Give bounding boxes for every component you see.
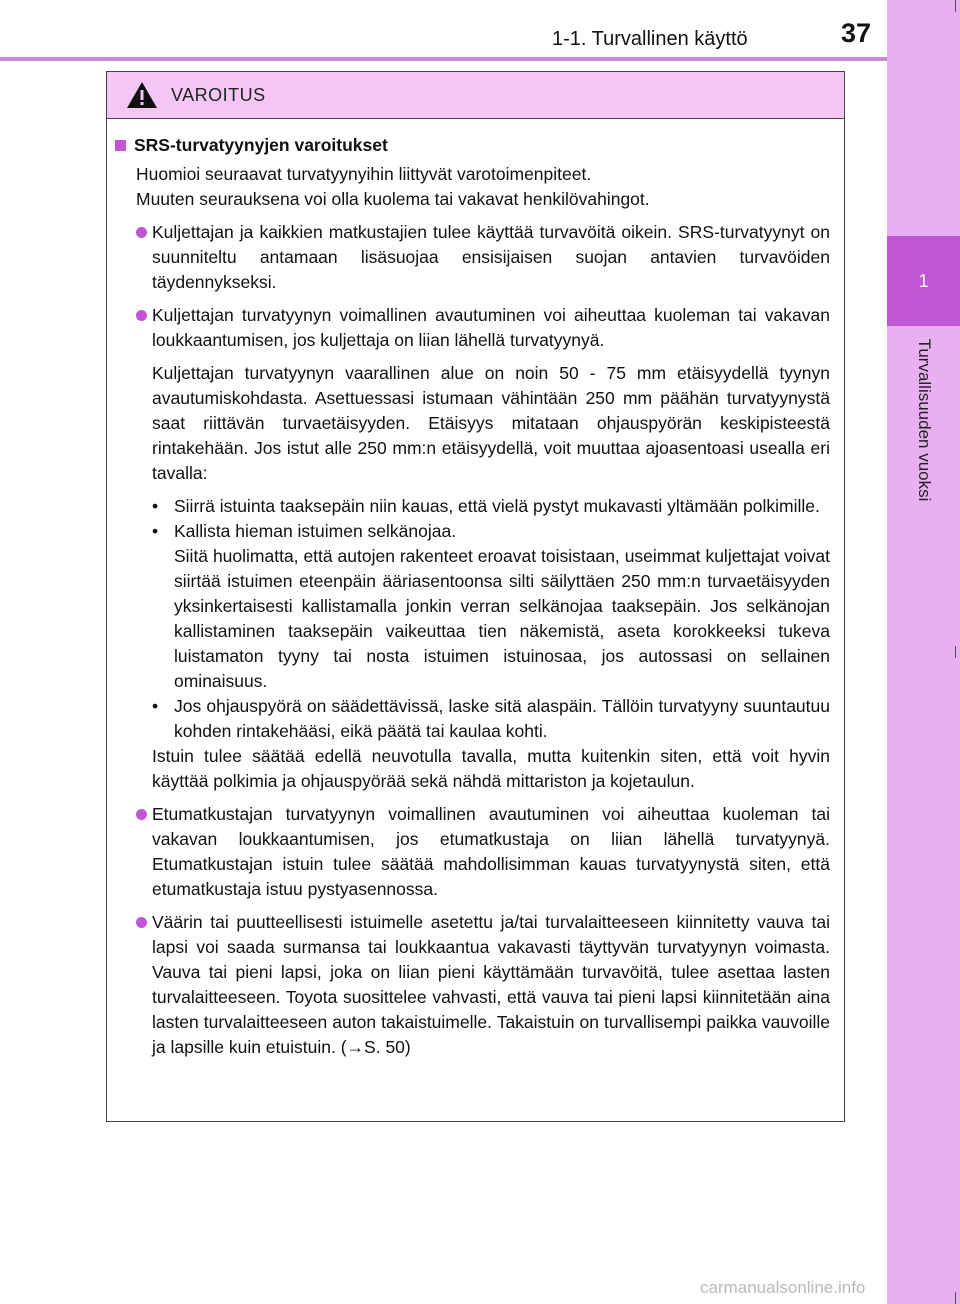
- circle-bullet-icon: [136, 227, 147, 238]
- warning-box: [106, 71, 845, 1122]
- circle-bullet-icon: [136, 310, 147, 321]
- bullet-item: • Kallista hieman istuimen selkänojaa. Siitä huolimatta, että autojen rakenteet eroavat toisistaan, useimmat kuljettajat voivat siirtää istuimen eteenpäin ääriasentoonsa silti säilyttäen 250 mm:n turvaetäisyyden yksinkertaisesti kallistamalla jonkin verran selkänojaa taaksepäin. Jos selkänojan kallistaminen taaksepäin vaikeuttaa tien näkemistä, aseta korokkeeksi tukeva luistamaton tyyny tai nosta istuimen istuinosaa, jos autossasi on sellainen ominaisuus.: [152, 521, 830, 691]
- item-detail: Kuljettajan turvatyynyn vaarallinen alue on noin 50 - 75 mm etäisyydellä tyynyn avautumiskohdasta. Asettuessasi istumaan vähintään 250 mm päähän turvatyynystä saat riittävän turvaetäisyyden. Etäisyys mitataan ohjauspyörän keskipisteestä rintakehään. Jos istut alle 250 mm:n etäisyydellä, voit muuttaa ajoasentoasi usealla eri tavalla:: [152, 363, 830, 483]
- section-title-text: SRS-turvatyynyjen varoitukset: [134, 135, 388, 155]
- section-header: 1-1. Turvallinen käyttö: [552, 28, 748, 50]
- crop-mark: [955, 646, 956, 658]
- page-number: 37: [841, 18, 872, 48]
- warning-triangle-icon: [125, 80, 159, 110]
- bullet-item: • Siirrä istuinta taaksepäin niin kauas, että vielä pystyt mukavasti yltämään polkimille.: [152, 496, 820, 516]
- circle-bullet-icon: [136, 917, 147, 928]
- circle-bullet-icon: [136, 809, 147, 820]
- item-text: Etumatkustajan turvatyynyn voimallinen avautuminen voi aiheuttaa kuoleman tai vakavan loukkaantumisen, jos etumatkustaja on liian lähellä turvatyynyä. Etumatkustajan istuin tulee säätää mahdollisimman kauas turvatyynystä siten, että etumatkustaja istuu pystyasennossa.: [152, 804, 830, 899]
- list-item: [115, 802, 830, 902]
- list-item: [115, 303, 830, 794]
- bullet-item: • Jos ohjauspyörä on säädettävissä, laske sitä alaspäin. Tällöin turvatyyny suuntautuu kohden rintakehääsi, eikä päätä tai kaulaa kohti.: [152, 696, 830, 741]
- warning-title: VAROITUS: [171, 84, 266, 105]
- chapter-number-tab: 1: [887, 236, 960, 326]
- item-text: Väärin tai puutteellisesti istuimelle asetettu ja/tai turvalaitteeseen kiinnitetty vauva tai lapsi voi saada surmansa tai loukkaantua vakavasti täyttyvän turvatyynyn voimasta. Vauva tai pieni lapsi, joka on liian pieni käyttämään turvavöitä, tulee asettaa lasten turvalaitteeseen. Toyota suosittelee vahvasti, että vauva tai pieni lapsi kiinnitetään aina lasten turvalaitteeseen auton takaistuimelle. Takaistuin on turvallisempi paikka vauvoille ja lapsille kuin etuistuin. (→S. 50): [152, 912, 830, 1057]
- intro-line: Muuten seurauksena voi olla kuolema tai vakavat henkilövahingot.: [136, 189, 650, 209]
- list-item: [115, 220, 830, 295]
- crop-mark: [955, 1292, 956, 1304]
- chapter-label: Turvallisuuden vuoksi: [915, 338, 934, 502]
- bullet-detail: Siitä huolimatta, että autojen rakenteet eroavat toisistaan, useimmat kuljettajat voivat siirtää istuimen eteenpäin ääriasentoonsa silti säilyttäen 250 mm:n turvaetäisyyden yksinkertaisesti kallistamalla jonkin verran selkänojaa taaksepäin. Jos selkänojan kallistaminen taaksepäin vaikeuttaa tien näkemistä, aseta korokkeeksi tukeva luistamaton tyyny tai nosta istuimen istuinosaa, jos autossasi on sellainen ominaisuus.: [174, 546, 830, 691]
- crop-mark: [955, 0, 956, 12]
- warning-header: [107, 72, 844, 119]
- watermark: carmanualsonline.info: [700, 1278, 866, 1297]
- item-text: Kuljettajan turvatyynyn voimallinen avautuminen voi aiheuttaa kuoleman tai vakavan loukkaantumisen, jos kuljettaja on liian lähellä turvatyynyä.: [152, 305, 830, 350]
- list-item: [115, 910, 830, 1060]
- section-title: [115, 133, 830, 158]
- item-text: Kuljettajan ja kaikkien matkustajien tulee käyttää turvavöitä oikein. SRS-turvatyynyt on suunniteltu antamaan lisäsuojaa ensisijaisen suojan antavien turvavöiden täydennykseksi.: [152, 222, 830, 292]
- header-rule: [0, 57, 887, 61]
- intro-line: Huomioi seuraavat turvatyynyihin liittyvät varotoimenpiteet.: [136, 164, 592, 184]
- item-closing: Istuin tulee säätää edellä neuvotulla tavalla, mutta kuitenkin siten, että voit hyvin käyttää polkimia ja ohjauspyörää sekä nähdä mittariston ja kojetaulun.: [152, 746, 830, 791]
- side-tab: [887, 0, 960, 1304]
- warning-content: [107, 119, 844, 1060]
- square-bullet-icon: [115, 140, 126, 151]
- bullet-list: [152, 494, 830, 744]
